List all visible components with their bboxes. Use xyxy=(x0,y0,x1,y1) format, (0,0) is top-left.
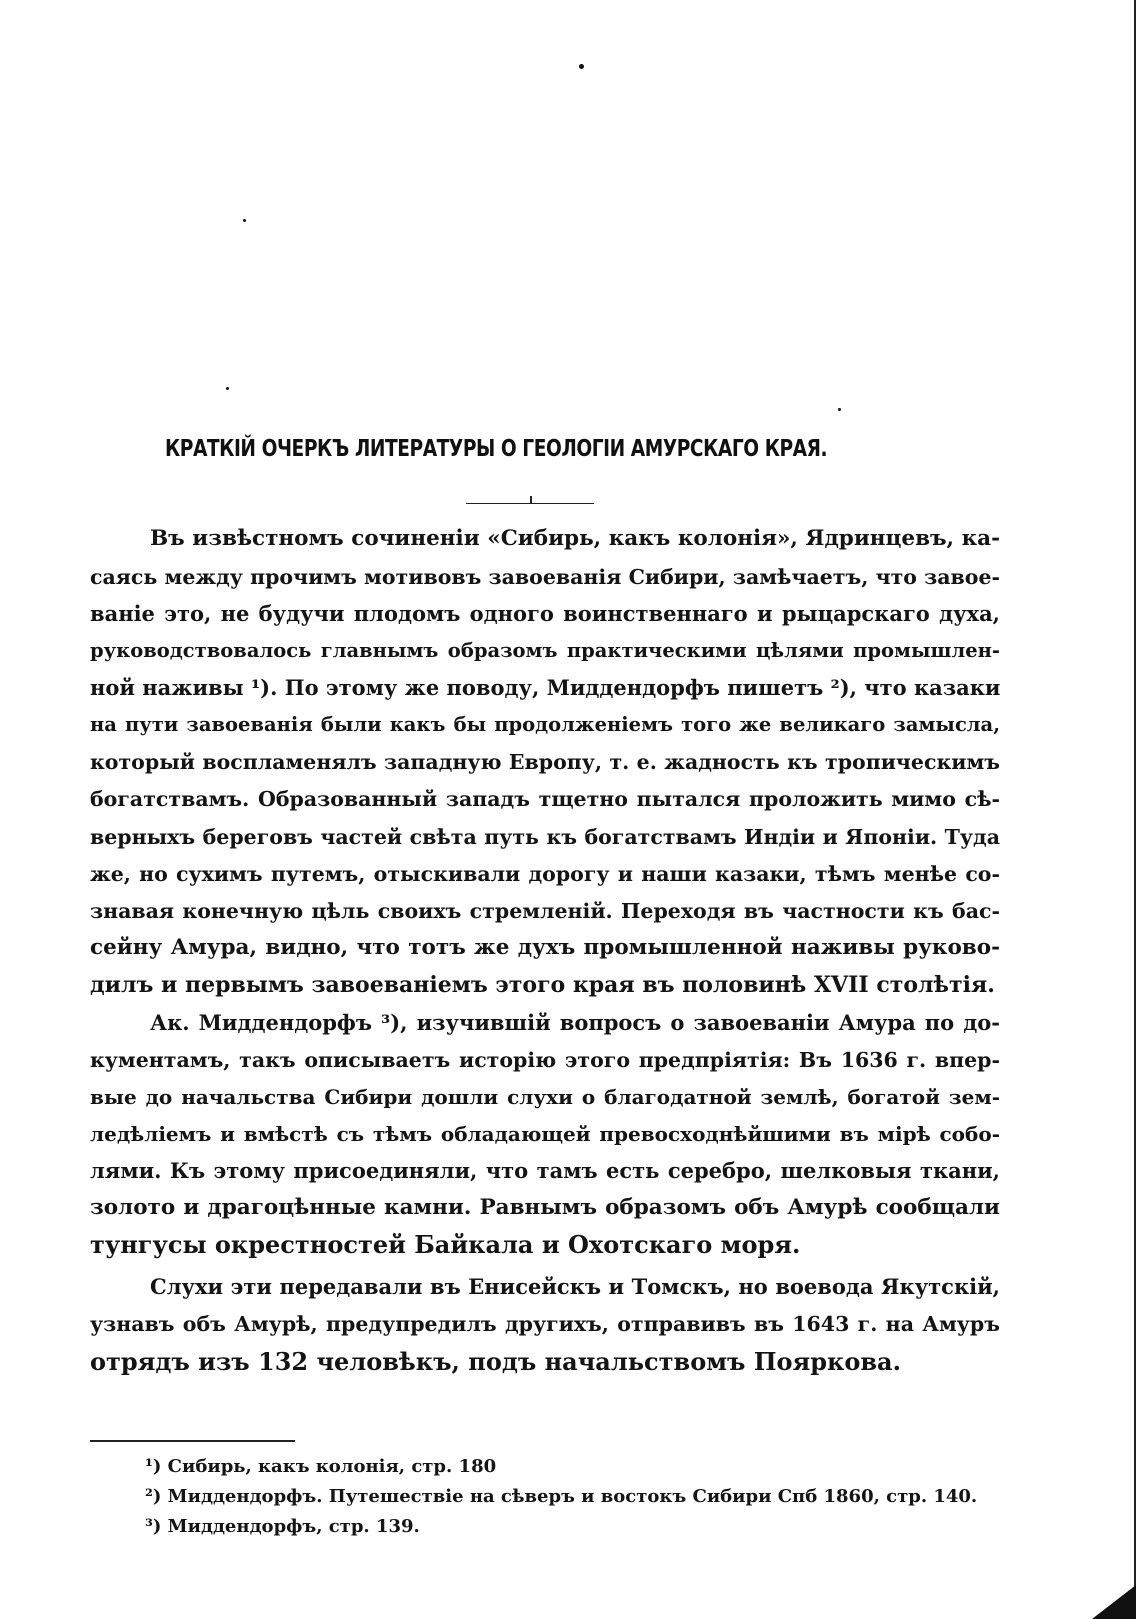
paragraph-line: который воспламенялъ западную Европу, т. е. жадность къ тропическимъ xyxy=(90,750,1000,774)
paragraph-line: на пути завоеванія были какъ бы продолженіемъ того же великаго замысла, xyxy=(90,713,1000,736)
paragraph-line: ледѣліемъ и вмѣстѣ съ тѣмъ обладающей превосходнѣйшими въ мірѣ собо- xyxy=(90,1122,1000,1146)
paragraph-line: золото и драгоцѣнные камни. Равнымъ образомъ объ Амурѣ сообщали xyxy=(90,1195,1000,1220)
footnote-divider xyxy=(90,1440,295,1442)
paragraph-line: сейну Амура, видно, что тотъ же духъ промышленной наживы руково- xyxy=(90,935,1000,960)
paragraph-line: богатствамъ. Образованный западъ тщетно пытался проложить мимо сѣ- xyxy=(90,787,1000,811)
footnote: ²) Миддендорфъ. Путешествіе на сѣверъ и востокъ Сибири Спб 1860, стр. 140. xyxy=(145,1486,978,1507)
paragraph-line: кументамъ, такъ описываетъ исторію этого предпріятія: Въ 1636 г. впер- xyxy=(90,1048,1000,1072)
paragraph-line: Ак. Миддендорфъ ³), изучившій вопросъ о завоеваніи Амура по до- xyxy=(150,1010,1000,1035)
paragraph-line: верныхъ береговъ частей свѣта путь къ богатствамъ Индіи и Японіи. Туда xyxy=(90,825,1000,849)
page-edge xyxy=(1134,0,1136,1619)
print-speck xyxy=(838,408,841,411)
paragraph-line: отрядъ изъ 132 человѣкъ, подъ начальствомъ Пояркова. xyxy=(90,1347,901,1376)
print-speck xyxy=(226,387,229,390)
paragraph-line: лями. Къ этому присоединяли, что тамъ есть серебро, шелковыя ткани, xyxy=(90,1158,1000,1183)
paragraph-line: Въ извѣстномъ сочиненіи «Сибирь, какъ колонія», Ядринцевъ, ка- xyxy=(150,526,1000,551)
page-title: КРАТКІЙ ОЧЕРКЪ ЛИТЕРАТУРЫ О ГЕОЛОГІИ АМУРСКАГО КРАЯ. xyxy=(165,434,828,462)
paragraph-line: руководствовалось главнымъ образомъ практическими цѣлями промышлен- xyxy=(90,639,1000,662)
paragraph-line: узнавъ объ Амурѣ, предупредилъ другихъ, отправивъ въ 1643 г. на Амуръ xyxy=(90,1312,1000,1336)
footnote: ³) Миддендорфъ, стр. 139. xyxy=(145,1516,420,1537)
print-speck xyxy=(243,219,246,222)
paragraph-line: Слухи эти передавали въ Енисейскъ и Томскъ, но воевода Якутскій, xyxy=(150,1274,1000,1299)
paragraph-line: ваніе это, не будучи плодомъ одного воинственнаго и рыцарскаго духа, xyxy=(90,601,1000,626)
corner-mark-icon xyxy=(1092,1585,1136,1619)
title-divider-right xyxy=(532,503,594,504)
footnote: ¹) Сибирь, какъ колонія, стр. 180 xyxy=(145,1456,497,1477)
paragraph-line: ной наживы ¹). По этому же поводу, Миддендорфъ пишетъ ²), что казаки xyxy=(90,675,1001,700)
title-divider-left xyxy=(466,503,530,504)
paragraph-line: вые до начальства Сибири дошли слухи о благодатной землѣ, богатой зем- xyxy=(90,1085,1000,1109)
paragraph-line: знавая конечную цѣль своихъ стремленій. Переходя въ частности къ бас- xyxy=(90,899,1000,923)
paragraph-line: же, но сухимъ путемъ, отыскивали дорогу и наши казаки, тѣмъ менѣе со- xyxy=(90,862,1000,886)
paragraph-line: саясь между прочимъ мотивовъ завоеванія Сибири, замѣчаетъ, что завое- xyxy=(90,565,1000,589)
print-speck xyxy=(579,64,584,69)
paragraph-line: дилъ и первымъ завоеваніемъ этого края въ половинѣ XVII столѣтія. xyxy=(90,972,995,998)
paragraph-line: тунгусы окрестностей Байкала и Охотскаго моря. xyxy=(90,1230,801,1259)
